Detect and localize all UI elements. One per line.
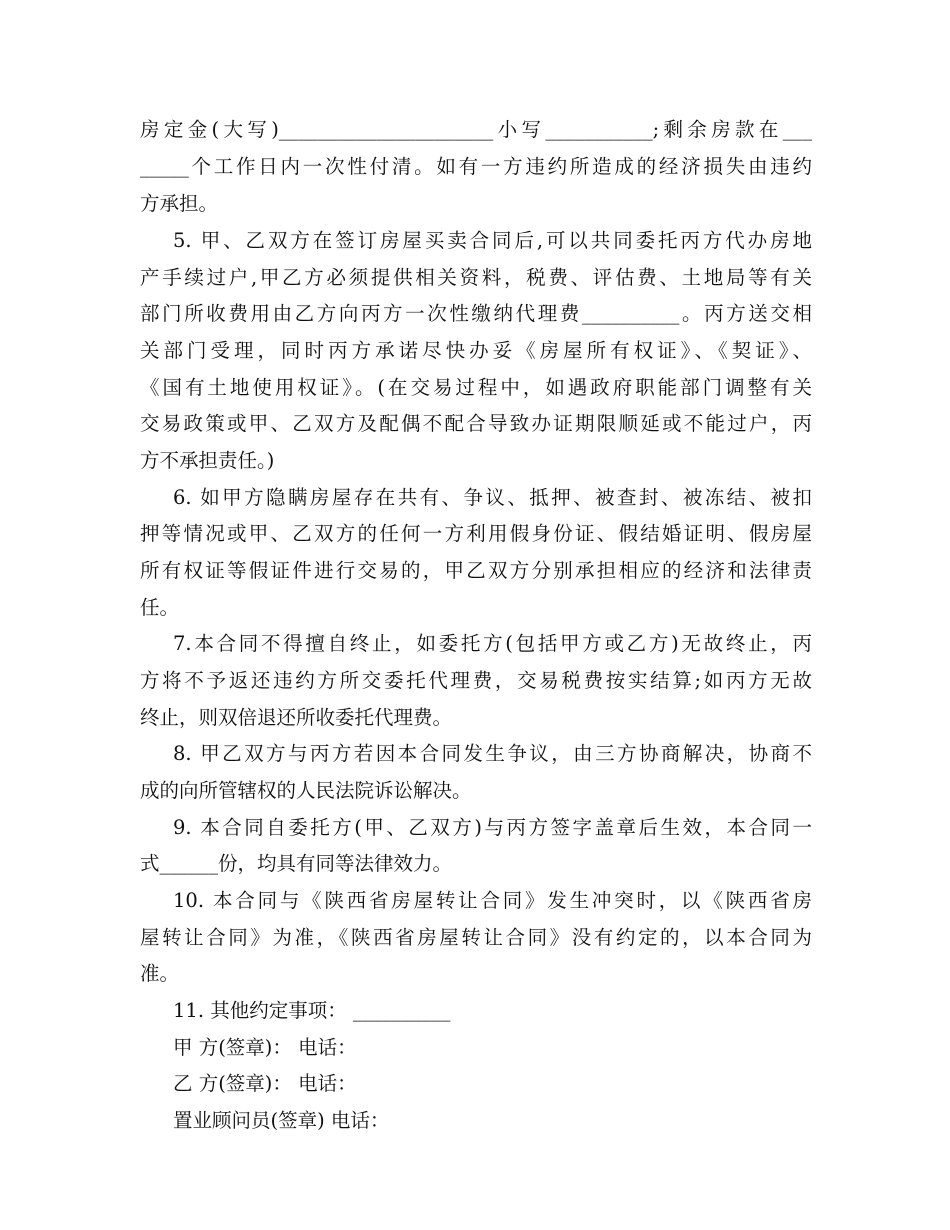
- text-line: 《国有土地使用权证》。(在交易过程中，如遇政府职能部门调整有关: [140, 376, 812, 399]
- text-line: _____个工作日内一次性付清。如有一方违约所造成的经济损失由违约: [140, 155, 812, 178]
- clause-7-line: 7.本合同不得擅自终止，如委托方(包括甲方或乙方)无故终止，丙: [173, 632, 812, 655]
- text-line: 产手续过户,甲乙方必须提供相关资料，税费、评估费、土地局等有关: [140, 266, 812, 289]
- text-line: 关部门受理，同时丙方承诺尽快办妥《房屋所有权证》、《契证》、: [140, 339, 812, 362]
- text-line: 房定金(大写)______________________小写___________;剩余房款在___: [140, 118, 812, 141]
- clause-9-line: 9. 本合同自委托方(甲、乙双方)与丙方签字盖章后生效，本合同一: [173, 816, 812, 839]
- text-line: 终止，则双倍退还所收委托代理费。: [140, 706, 453, 729]
- consultant-signature-line: 置业顾问员(签章) 电话：: [173, 1109, 390, 1132]
- text-line: 屋转让合同》为准，《陕西省房屋转让合同》没有约定的，以本合同为: [140, 926, 812, 949]
- text-line: 所有权证等假证件进行交易的，甲乙双方分别承担相应的经济和法律责: [140, 559, 812, 582]
- text-line: 成的向所管辖权的人民法院诉讼解决。: [140, 779, 472, 802]
- text-line: 部门所收费用由乙方向丙方一次性缴纳代理费__________。丙方送交相: [140, 302, 812, 325]
- text-line: 式______份，均具有同等法律效力。: [140, 852, 453, 875]
- clause-6-line: 6. 如甲方隐瞒房屋存在共有、争议、抵押、被查封、被冻结、被扣: [173, 486, 812, 509]
- text-line: 方将不予返还违约方所交委托代理费，交易税费按实结算;如丙方无故: [140, 669, 812, 692]
- text-line: 方不承担责任。): [140, 449, 275, 472]
- text-line: 方承担。: [140, 192, 219, 215]
- text-line: 交易政策或甲、乙双方及配偶不配合导致办证期限顺延或不能过户，丙: [140, 412, 812, 435]
- text-line: 押等情况或甲、乙双方的任何一方利用假身份证、假结婚证明、假房屋: [140, 522, 812, 545]
- clause-5-line: 5. 甲、乙双方在签订房屋买卖合同后,可以共同委托丙方代办房地: [173, 229, 812, 252]
- clause-8-line: 8. 甲乙双方与丙方若因本合同发生争议，由三方协商解决，协商不: [173, 742, 812, 765]
- party-a-signature-line: 甲 方(签章)： 电话：: [173, 1036, 357, 1059]
- clause-10-line: 10. 本合同与《陕西省房屋转让合同》发生冲突时，以《陕西省房: [173, 889, 812, 912]
- text-line: 准。: [140, 962, 180, 985]
- clause-11-line: 11. 其他约定事项： __________: [173, 999, 451, 1022]
- text-line: 任。: [140, 596, 180, 619]
- party-b-signature-line: 乙 方(签章)： 电话：: [173, 1072, 357, 1095]
